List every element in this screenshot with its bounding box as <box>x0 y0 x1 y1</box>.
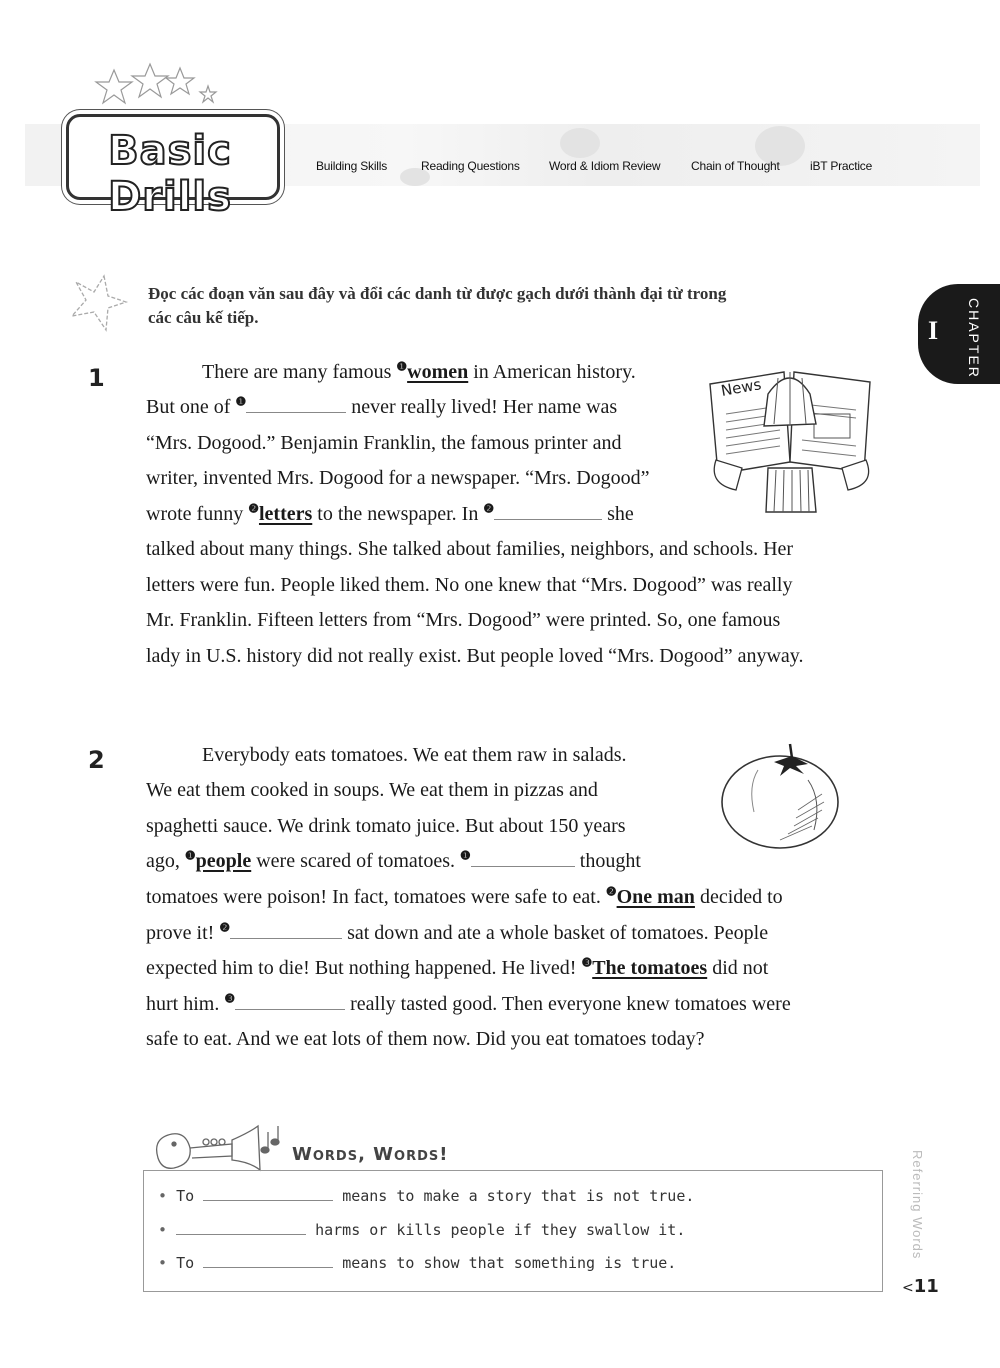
passage-line: lady in U.S. history did not really exist. But people loved “Mrs. Dogood” anyway. <box>146 645 804 667</box>
words-box-title: Words, Words! <box>292 1144 449 1165</box>
nav-reading-questions[interactable]: Reading Questions <box>421 159 520 173</box>
answer-blank[interactable] <box>494 501 602 520</box>
page-number: <11 <box>902 1276 939 1297</box>
underlined-noun: letters <box>258 503 313 525</box>
passage-line: “Mrs. Dogood.” Benjamin Franklin, the famous printer and <box>146 432 622 454</box>
bullet: • <box>158 1254 168 1272</box>
vocab-answer-blank[interactable] <box>203 1253 333 1268</box>
passage-line: expected him to die! But nothing happened. He lived! $^❸$The tomatoes did not <box>146 955 769 979</box>
instruction-text <box>148 282 848 330</box>
instruction-line: Đọc các đoạn văn sau đây và đổi các danh từ được gạch dưới thành đại từ trong <box>148 284 727 303</box>
passage-line: There are many famous $^❶$women in American history. <box>202 359 636 383</box>
passage-line: tomatoes were poison! In fact, tomatoes were safe to eat. $^❷$One man decided to <box>146 884 783 908</box>
passage-line: talked about many things. She talked about families, neighbors, and schools. Her <box>146 538 794 560</box>
passage-line: hurt him. $^❸$ really tasted good. Then everyone knew tomatoes were <box>146 991 791 1015</box>
nav-ibt-practice[interactable]: iBT Practice <box>810 159 873 173</box>
star-outline-icon <box>66 272 130 334</box>
passage-line: ago, $^❶$people were scared of tomatoes. $^❶$ thought <box>146 848 641 872</box>
passage-line: spaghetti sauce. We drink tomato juice. But about 150 years <box>146 815 626 837</box>
vocab-answer-blank[interactable] <box>203 1186 333 1201</box>
answer-blank[interactable] <box>471 848 575 867</box>
instruction-line: các câu kế tiếp. <box>148 308 259 327</box>
section-side-label: Referring Words <box>910 1150 925 1260</box>
passage-number: 1 <box>88 364 105 392</box>
vocab-item: • harms or kills people if they swallow it. <box>158 1221 686 1239</box>
underlined-noun: The tomatoes <box>592 957 708 979</box>
trumpet-bird-icon <box>150 1118 288 1174</box>
passage-line: But one of $^❶$ never really lived! Her name was <box>146 394 618 418</box>
underlined-noun: One man <box>616 886 695 908</box>
passage-line: Mr. Franklin. Fifteen letters from “Mrs. Dogood” were printed. So, one famous <box>146 609 781 631</box>
underlined-noun: women <box>407 361 469 383</box>
passage-line: safe to eat. And we eat lots of them now. Did you eat tomatoes today? <box>146 1028 705 1050</box>
bullet: • <box>158 1221 168 1239</box>
newspaper-reader-illustration <box>706 364 878 514</box>
nav-building-skills[interactable]: Building Skills <box>316 159 388 173</box>
vocab-answer-blank[interactable] <box>176 1220 306 1235</box>
passage-line: letters were fun. People liked them. No one knew that “Mrs. Dogood” was really <box>146 574 793 596</box>
header-smudge <box>560 128 600 158</box>
passage-line: wrote funny $^❷$letters to the newspaper. In $^❷$ she <box>146 501 634 525</box>
tomato-illustration <box>718 740 844 852</box>
answer-blank[interactable] <box>230 920 342 939</box>
newspaper-headline: News <box>719 375 763 400</box>
nav-chain-of-thought[interactable]: Chain of Thought <box>691 159 780 173</box>
chapter-number: I <box>928 316 939 345</box>
passage-line: We eat them cooked in soups. We eat them in pizzas and <box>146 779 598 801</box>
vocab-item: • To means to make a story that is not true. <box>158 1187 695 1205</box>
stars-decoration-icon <box>92 62 222 114</box>
answer-blank[interactable] <box>246 394 346 413</box>
section-title: Basic Drills <box>108 128 232 220</box>
underlined-noun: people <box>195 850 252 872</box>
vocab-item: • To means to show that something is true. <box>158 1254 677 1272</box>
nav-word-idiom-review[interactable]: Word & Idiom Review <box>549 159 661 173</box>
passage-number: 2 <box>88 746 105 774</box>
passage-line: prove it! $^❷$ sat down and ate a whole basket of tomatoes. People <box>146 920 769 944</box>
chapter-label: CHAPTER <box>966 298 982 379</box>
answer-blank[interactable] <box>235 991 345 1010</box>
bullet: • <box>158 1187 168 1205</box>
passage-line: Everybody eats tomatoes. We eat them raw in salads. <box>202 744 627 766</box>
passage-line: writer, invented Mrs. Dogood for a newspaper. “Mrs. Dogood” <box>146 467 650 489</box>
